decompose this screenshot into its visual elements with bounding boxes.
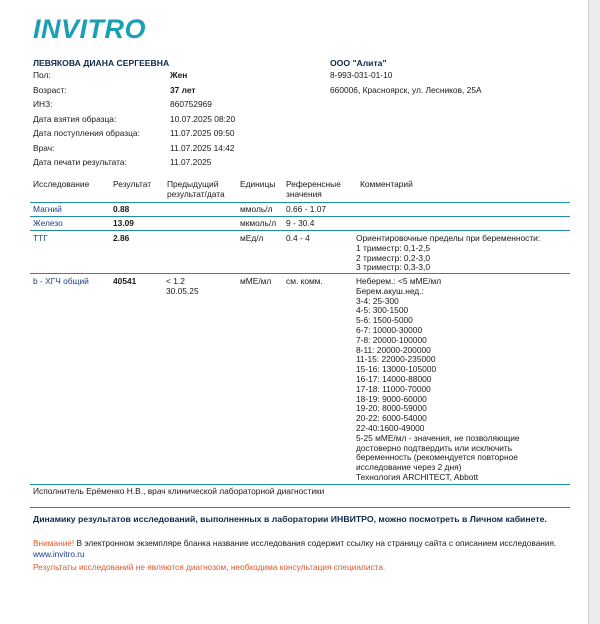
lab-phone: 8-993-031-01-10	[330, 70, 393, 80]
header-test: Исследование	[33, 179, 90, 189]
comment-line: 1 триместр: 0,1-2,5	[356, 242, 430, 253]
info-label: Дата взятия образца:	[33, 113, 117, 124]
divider	[30, 273, 570, 274]
info-value: 11.07.2025 09:50	[170, 128, 235, 138]
comment-line: 16-17: 14000-88000	[356, 373, 432, 384]
comment-line: 22-40:1600-49000	[356, 422, 425, 433]
warning-text: В электронном экземпляре бланка название исследования содержит ссылку на страницу сайта с описанием исследования.	[74, 538, 557, 548]
row-magnesium-units: ммоль/л	[240, 204, 273, 214]
row-hcg-previous-date: 30.05.25	[166, 286, 199, 296]
row-hcg-result: 40541	[113, 276, 137, 286]
comment-line: Технология ARCHITECT, Abbott	[356, 471, 479, 482]
header-comment: Комментарий	[360, 179, 413, 189]
comment-line: 3-4: 25-300	[356, 295, 399, 306]
info-value: 37 лет	[170, 84, 196, 95]
row-iron-units: мкмоль/л	[240, 218, 277, 228]
info-label: ИНЗ:	[33, 99, 53, 109]
divider	[30, 216, 570, 217]
invitro-logo: INVITRO	[33, 14, 147, 44]
row-magnesium-reference: 0.66 - 1.07	[286, 204, 327, 214]
executor: Исполнитель Ерёменко Н.В., врач клинической лабораторной диагностики	[33, 486, 325, 496]
dynamics-note: Динамику результатов исследований, выполненных в лаборатории ИНВИТРО, можно посмотреть в Личном кабинете.	[33, 514, 547, 524]
warning-label: Внимание!	[33, 538, 75, 548]
divider	[30, 484, 570, 485]
comment-line: 4-5: 300-1500	[356, 305, 409, 316]
comment-line: достоверно подтвердить или исключить	[356, 442, 513, 453]
comment-line: 2 триместр: 0,2-3,0	[356, 252, 430, 263]
info-label: Пол:	[33, 70, 51, 80]
disclaimer: Результаты исследований не являются диагнозом, необходима консультация специалиста.	[33, 562, 386, 572]
row-tsh-name: ТТГ	[33, 233, 48, 243]
info-label: Дата поступления образца:	[33, 128, 140, 138]
patient-name: ЛЕВЯКОВА ДИАНА СЕРГЕЕВНА	[33, 58, 170, 68]
row-iron-result: 13.09	[113, 218, 134, 228]
website-link[interactable]: www.invitro.ru	[33, 549, 85, 559]
row-hcg-comment	[356, 277, 520, 483]
header-reference: Референсные	[286, 179, 341, 189]
divider	[30, 507, 570, 508]
header-previous: Предыдущий	[167, 179, 219, 189]
info-value: Жен	[170, 70, 188, 80]
comment-line: 17-18: 11000-70000	[356, 383, 431, 394]
divider	[30, 230, 570, 231]
header-units: Единицы	[240, 179, 276, 189]
row-hcg-name: b - ХГЧ общий	[33, 276, 89, 286]
info-value: 860752969	[170, 99, 212, 109]
row-magnesium-result: 0.88	[113, 204, 130, 214]
lab-name: ООО "Алита"	[330, 58, 387, 68]
comment-line: 20-22: 6000-54000	[356, 413, 427, 424]
row-iron-reference: 9 - 30.4	[286, 218, 315, 228]
comment-line: 6-7: 10000-30000	[356, 324, 423, 335]
info-value: 10.07.2025 08:20	[170, 113, 236, 124]
header-previous-2: результат/дата	[167, 189, 225, 199]
comment-line: 5-25 мМЕ/мл - значения, не позволяющие	[356, 432, 520, 443]
info-label: Дата печати результата:	[33, 157, 127, 167]
divider	[30, 202, 570, 203]
info-value: 11.07.2025 14:42	[170, 142, 235, 153]
comment-line: исследование через 2 дня)	[356, 462, 462, 473]
info-value: 11.07.2025	[170, 157, 212, 167]
row-tsh-reference: 0.4 - 4	[286, 233, 310, 243]
comment-line: 7-8: 20000-100000	[356, 334, 427, 345]
row-hcg-reference: см. комм.	[286, 276, 323, 286]
comment-line: 11-15: 22000-235000	[356, 354, 436, 365]
comment-line: 19-20: 8000-59000	[356, 403, 427, 414]
comment-line: 15-16: 13000-105000	[356, 364, 437, 375]
comment-line: Ориентировочные пределы при беременности:	[356, 233, 541, 243]
lab-address: 660006, Красноярск, ул. Лесников, 25А	[330, 84, 482, 95]
lab-info	[330, 70, 482, 99]
row-magnesium-name: Магний	[33, 204, 62, 214]
row-tsh-result: 2.86	[113, 233, 130, 243]
comment-line: 5-6: 1500-5000	[356, 315, 413, 326]
info-label: Врач:	[33, 142, 55, 153]
row-hcg-units: мМЕ/мл	[240, 276, 272, 286]
header-reference-2: значения	[286, 189, 322, 199]
comment-line: 8-11: 20000-200000	[356, 344, 431, 355]
row-hcg-previous: < 1.2	[166, 276, 185, 286]
comment-line: Неберем.: <5 мМЕ/мл	[356, 276, 442, 286]
header-result: Результат	[113, 179, 152, 189]
warning-note	[33, 538, 573, 560]
row-tsh-comment	[356, 234, 540, 273]
row-iron-name: Железо	[33, 218, 63, 228]
comment-line: беременность (рекомендуется повторное	[356, 452, 518, 463]
comment-line: 3 триместр: 0,3-3,0	[356, 262, 430, 273]
info-label: Возраст:	[33, 84, 67, 95]
comment-line: Берем.акуш.нед.:	[356, 285, 424, 296]
comment-line: 18-19: 9000-60000	[356, 393, 427, 404]
row-tsh-units: мЕд/л	[240, 233, 264, 243]
